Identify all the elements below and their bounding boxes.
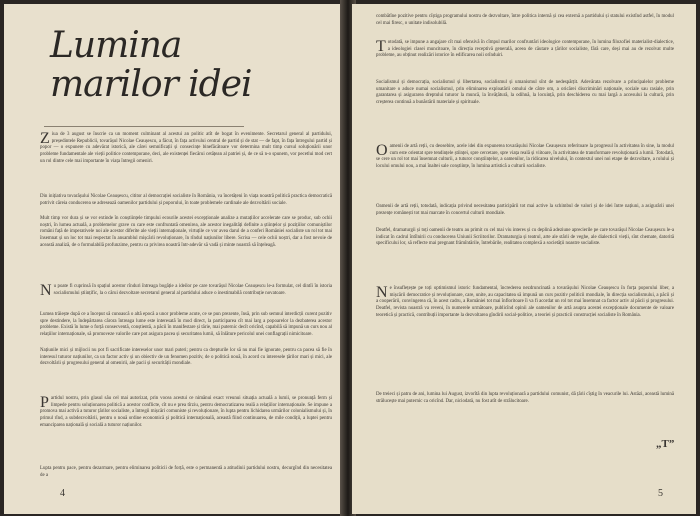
- drop-cap-p: P: [40, 394, 49, 411]
- left-paragraph-5: Lumea trăiește după ce a început să cunoască o altă epocă a unor probleme acute, ce se pun prezente, însă, prin sub semnul interdicții curent pozitiv spre destindere, la îndepărtarea cărora întreaga lume este interesată în mod direct, la participarea cît mai larg a popoarelor la dezbaterea acestor probleme. Există în lume o forță consecventă, conștientă, a păcii în manifestare și tărie, mai puternic decît oricînd, capabilă să impună un curs nou al relațiilor internaționale, să promoveze valorile care pot asigura pacea și securitatea lumii, să înlăture pericolul unei conflagrații nimicitoare.: [40, 312, 332, 338]
- drop-cap-t: T: [376, 38, 386, 55]
- left-paragraph-3: Mult timp vor dura și se vor extinde în conștiințele timpului ecourile acestei excepționale analize a mutațiilor accelerate care se produc, sub ochii noștri, în lumea actuală, a problemelor grave cu care este confruntată omenirea, ale acestor inegalități definite a științelor și pozițiilor comuniștilor români față de imperativele noi ale acestor diferite ale vieții internaționale, virtuțile ce vor avea darul de a conferi României socialiste un rol tot mai însemnat și un loc tot mai respectat în ansamblul mișcării revoluționare, în rîndul națiunilor libere. Scrisa — cele ochii noștri, dar a fost nevoie de această analiză, de o formulabilă profunzime, pentru ca privirea noastră într-adevăr să vadă și minte noastră să înțeleagă.: [40, 216, 332, 248]
- author-signature: „T”: [656, 438, 675, 450]
- right-paragraph-2: Totodată, se impune a angajare cît mai ofensivă în cîmpul marilor confruntări ideologice contemporane, în lumina filozofiei materialist-dialectice, a ideologiei clasei muncitoare, în direcția receptivă generală, aceea de căutare a țărilor socialiste, fără care, deși mai au de rezolvat multe probleme, au obținut realizări istorice în edificarea noii orînduiri.: [376, 38, 674, 59]
- title-line-1: Lumina: [50, 25, 182, 66]
- drop-cap-n: N: [40, 282, 52, 299]
- left-paragraph-2: Din inițiativa tovarășului Nicolae Ceaușescu, cititor al democrației socialiste în România, va încetățeni în viața noastră politică practica democratică potrivit căreia conducerea se adresează oamenilor partidului și poporului, în toate problemele cardinale ale dezvoltării sociale.: [40, 194, 332, 206]
- right-paragraph-6: Deatfel, dramaturgii și toți oamenii de teatru au primit cu cel mai viu interes și cu deplină adeziune aprecierile pe care tovarășul Nicolae Ceaușescu le-a indicat în cadrul întîlnirii cu conducerea Uniunii Scriitorilor. Dramaturgia și teatrul, arte ale stării de veghe, ale dialecticii vieții, sînt chemate, datorită specificului lor, să reflecte mai pregnant frămîntările, întrebările, realitatea complexă a societății noastre socialiste.: [376, 228, 674, 247]
- page-number-right: 5: [658, 488, 663, 499]
- drop-cap-z: Z: [40, 130, 50, 147]
- title-line-2: marilor idei: [50, 64, 252, 105]
- drop-cap-n2: N: [376, 284, 388, 301]
- right-page: [352, 4, 696, 514]
- title-rule: [44, 126, 244, 127]
- right-paragraph-3: Socialismul și democrația, socialismul și libertatea, socialismul și umanismul sînt de nedespărțit. Adevărata rezolvare a principalelor probleme umanitare o aduce numai socialismul, prin eliminarea exploatării omului de către om, a oricărei discriminări naționale, sociale sau rasiale, prin garantarea și asigurarea dreptului tuturor la muncă, la învățătură, la odihnă, la locuință, prin deschiderea cu mai largă a accesului la cultură, prin creșterea continuă a bunăstării materiale și spirituale.: [376, 80, 674, 106]
- right-paragraph-7: Ne însuflețește pe toți optimismul istoric fundamental, încrederea nezdruncinată a tovarășului Nicolae Ceaușescu în forța poporului liber, a mișcării democratice și revoluționare, care, unite, au capacitatea să impună un curs pozitiv politicii mondiale, în direcția socialismului, a păcii și a cooperării, convingerea că, în acest cadru, a României tot mai înfloritoare îi va fi acordat un rol tot mai însemnat ca factor activ al păcii și progresului. Deatfel, revista noastră va reveni, în numerele următoare, publicînd opinii ale oamenilor de artă asupra acestei excepționale documente de valoare teoretică și practică, contribuții importante la dezvoltarea gîndirii social-politice, a teoriei și practicii construcției socialiste în România.: [376, 284, 674, 318]
- drop-cap-o: O: [376, 142, 388, 159]
- left-paragraph-6: Națiunile mici și mijlocii nu pot fi sacrificate intereselor unor mari puteri; pentru ca drepturile lor să nu mai fie ignorate, pentru ca pacea să fie în interesul tuturor națiunilor, ca un factor activ și un obiectiv de un fenomen pozitiv, de o politică nouă, în acord cu interesele țărilor mari și mici, ale dezvoltării și progresului general al omenirii, ale pacii și securității mondiale.: [40, 348, 332, 367]
- left-page: [4, 4, 344, 514]
- right-paragraph-5: Oamenii de artă reții, totodată, indicația privind necesitatea participării tot mai active la schimbul de valori și de idei între națiuni, a asigurării unei prezențe românești tot mai marcate în concertul culturii mondiale.: [376, 204, 674, 216]
- page-number-left: 4: [60, 488, 65, 499]
- left-paragraph-1: Ziua de 3 august se înscrie ca un moment culminant al acestui an politic atît de bogat în evenimente. Secretarul general al partidului, președintele Republicii, tovarășul Nicolae Ceaușescu, a făcut, în fața activului central de partid și de stat — de fapt, în fața întregului partid și popor — o expunere cu adevărat istorică, ale cărei semnificații și consecințe binefăcătoare vor determina mult timp cursul soluționării unor probleme fundamentale ale vieții politice contemporane, deci, ale existenței fiecărui cetățean al patriei și, de ce să n-o spunem, vor pecetlui mod cert un rol dintre cele mai importante în viața întregii omeniri.: [40, 130, 332, 164]
- article-title: [50, 26, 250, 104]
- right-paragraph-1: combătîne pozitive pentru cîștiga programului nostru de dezvoltare, între politica internă și cea externă a partidului și statului existînd astfel, în modul cel mai firesc, o unitate indisolubilă.: [376, 14, 674, 26]
- right-paragraph-8: De treieci și patru de ani, lumina lui August, izvorîtă din lupta revoluționară a partidului comunist, dă țării cîștig în veacurile lui. Astăzi, această lumină strălucește mai puternic ca oricînd. Dar, niciodată, nu fost atît de strălucitoare.: [376, 392, 674, 404]
- left-paragraph-4: Nu poate fi cuprinsă în spațiul acestor rînduri întreaga bogăție a ideilor pe care tovarășul Nicolae Ceaușescu le-a formulat, cel dintîi în istoria socialismului științific, la o cărui dezvoltare secretarul general al partidului aduce o inestimabilă contribuție novatoare.: [40, 282, 332, 299]
- right-paragraph-4: Oamenii de artă reții, cu deosebire, acele idei din expunerea tovarășului Nicolae Ceaușescu referitoare la progresul în activitatea în sine, la modul cum este orientat spre tendințele științei, spre cercetare, spre viața reală și viitoare, în activitatea de transformare revoluționară a lumii. Totodată, se cere un rol tot mai însemnat culturii, a tuturor conștiințelor, a oamenilor, la ridicarea nivelului, în contextul unei noi etape de dezvoltare, a rolului și locului omului nou, a mai înaltei sale conștiințe, în lumina artistică a culturii socialiste.: [376, 142, 674, 170]
- left-paragraph-8: Lupta pentru pace, pentru dezarmare, pentru eliminarea politicii de forță, este o permanentă a atitudinii partidului nostru, decurgînd din necesitatea de a: [40, 466, 332, 478]
- left-paragraph-7: Partidul nostru, prin glasul său cel mai autorizat, prin vocea acestui ce nimănui exact vreunui situația actuală a lumii, se pronunță ferm și limpede pentru soluționarea politică a acestor conflicte, cît nu e prea tîrziu, pentru democratizarea reală a relațiilor internaționale. Se impune a promova mai activă a tuturor țărilor socialiste, a întregii mișcări comuniste și revoluționare, în lupta pentru lichidarea urmărilor colonialismului și, în primul rînd, a subdezvoltării, pentru o nouă ordine economică și politică internațională, această fiind continuarea, de mile condiții, a luptei pentru emanciparea națională și socială a tuturor națiunilor.: [40, 394, 332, 428]
